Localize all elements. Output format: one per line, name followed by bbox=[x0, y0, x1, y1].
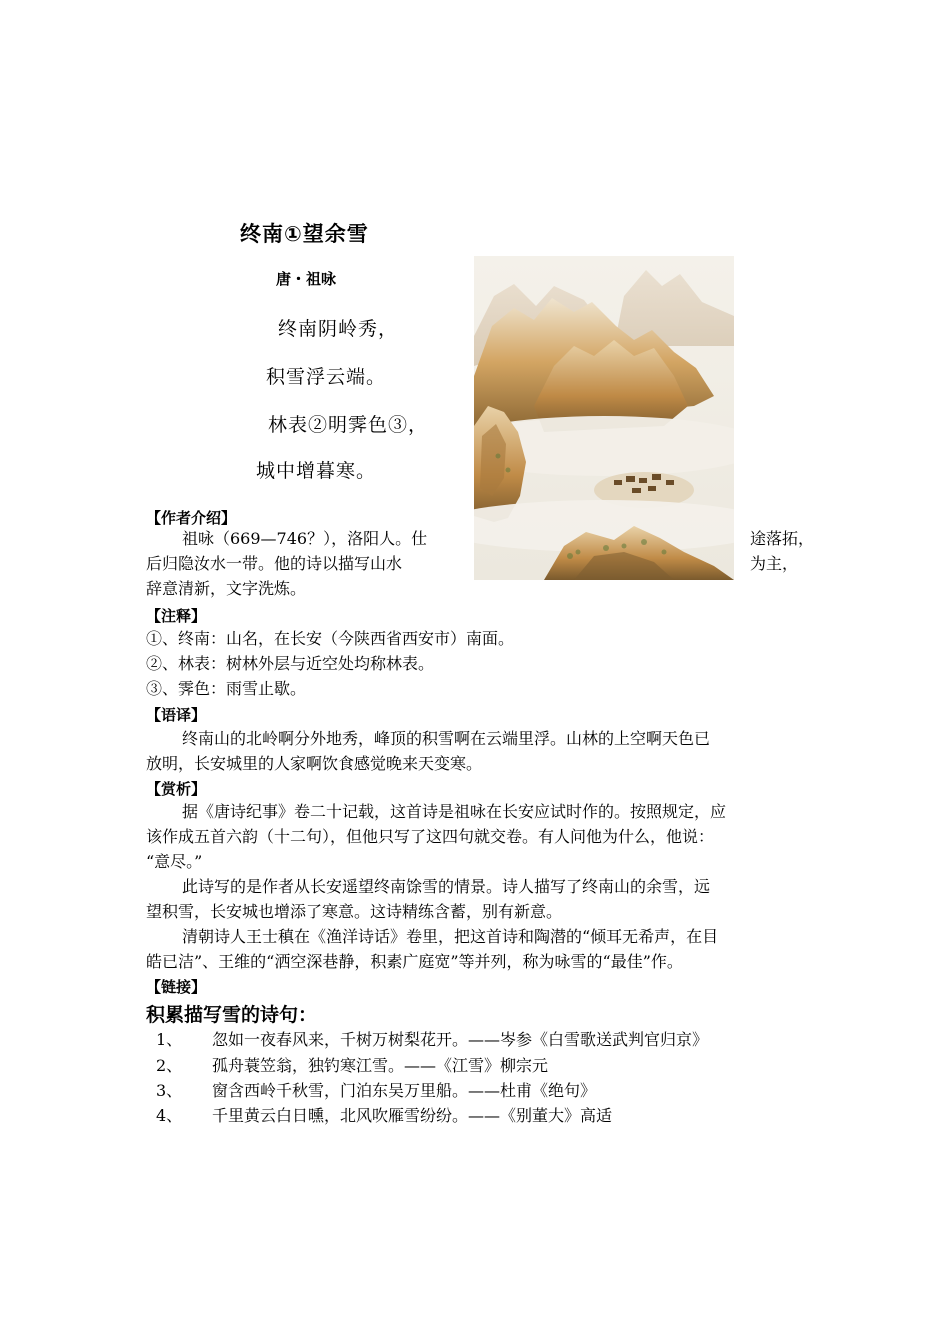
translation-line-1: 终南山的北岭啊分外地秀，峰顶的积雪啊在云端里浮。山林的上空啊天色已 bbox=[182, 729, 711, 748]
poem-line-1: 终南阴岭秀， bbox=[278, 318, 399, 340]
verse-number-2: 2、 bbox=[156, 1056, 183, 1075]
verse-number-1: 1、 bbox=[156, 1030, 183, 1049]
appreciation-line-1: 据《唐诗纪事》卷二十记载，这首诗是祖咏在长安应试时作的。按照规定，应 bbox=[182, 802, 727, 821]
note-item-1: ①、终南：山名，在长安（今陕西省西安市）南面。 bbox=[146, 629, 515, 648]
verse-text-4: 千里黄云白日曛，北风吹雁雪纷纷。——《别董大》高适 bbox=[212, 1106, 613, 1125]
poem-title: 终南①望余雪 bbox=[240, 222, 369, 246]
appreciation-line-5: 望积雪，长安城也增添了寒意。这诗精练含蓄，别有新意。 bbox=[146, 902, 563, 921]
poem-author: 唐・祖咏 bbox=[276, 270, 337, 288]
verse-text-3: 窗含西岭千秋雪，门泊东吴万里船。——杜甫《绝句》 bbox=[212, 1081, 597, 1100]
author-intro-line-3: 辞意清新，文字洗炼。 bbox=[146, 579, 307, 598]
author-intro-line-2-left: 后归隐汝水一带。他的诗以描写山水 bbox=[146, 554, 403, 573]
author-intro-heading: 【作者介绍】 bbox=[146, 509, 237, 527]
poem-line-2: 积雪浮云端。 bbox=[266, 366, 387, 388]
appreciation-line-3: “意尽。” bbox=[146, 852, 203, 871]
appreciation-line-2: 该作成五首六韵（十二句），但他只写了这四句就交卷。有人问他为什么，他说： bbox=[146, 827, 715, 846]
author-intro-line-2-right: 为主， bbox=[750, 554, 799, 573]
poem-line-3: 林表②明霁色③， bbox=[268, 414, 429, 436]
appreciation-line-6: 清朝诗人王士稹在《渔洋诗话》卷里，把这首诗和陶潜的“倾耳无希声，在目 bbox=[182, 927, 719, 946]
verse-text-1: 忽如一夜春风来，千树万树梨花开。——岑参《白雪歌送武判官归京》 bbox=[212, 1030, 709, 1049]
appreciation-line-4: 此诗写的是作者从长安遥望终南馀雪的情景。诗人描写了终南山的余雪，远 bbox=[182, 877, 711, 896]
snow-verses-heading: 积累描写雪的诗句： bbox=[146, 1004, 318, 1026]
verse-number-3: 3、 bbox=[156, 1081, 183, 1100]
appreciation-heading: 【赏析】 bbox=[146, 780, 207, 798]
translation-heading: 【语译】 bbox=[146, 706, 207, 724]
note-item-3: ③、霁色：雨雪止歇。 bbox=[146, 679, 307, 698]
author-intro-line-1-right: 途落拓， bbox=[750, 529, 815, 548]
verse-number-4: 4、 bbox=[156, 1106, 183, 1125]
mountain-landscape-image bbox=[474, 256, 734, 580]
appreciation-line-7: 皓已洁”、王维的“洒空深巷静，积素广庭宽”等并列，称为咏雪的“最佳”作。 bbox=[146, 952, 683, 971]
link-heading: 【链接】 bbox=[146, 978, 207, 996]
author-intro-line-1-left: 祖咏（669—746？），洛阳人。仕 bbox=[182, 529, 428, 548]
poem-line-4: 城中增暮寒。 bbox=[256, 460, 377, 482]
landscape-painting bbox=[474, 256, 734, 580]
translation-line-2: 放明，长安城里的人家啊饮食感觉晚来天变寒。 bbox=[146, 754, 483, 773]
notes-heading: 【注释】 bbox=[146, 607, 207, 625]
verse-text-2: 孤舟蓑笠翁，独钓寒江雪。——《江雪》柳宗元 bbox=[212, 1056, 549, 1075]
note-item-2: ②、林表：树林外层与近空处均称林表。 bbox=[146, 654, 435, 673]
